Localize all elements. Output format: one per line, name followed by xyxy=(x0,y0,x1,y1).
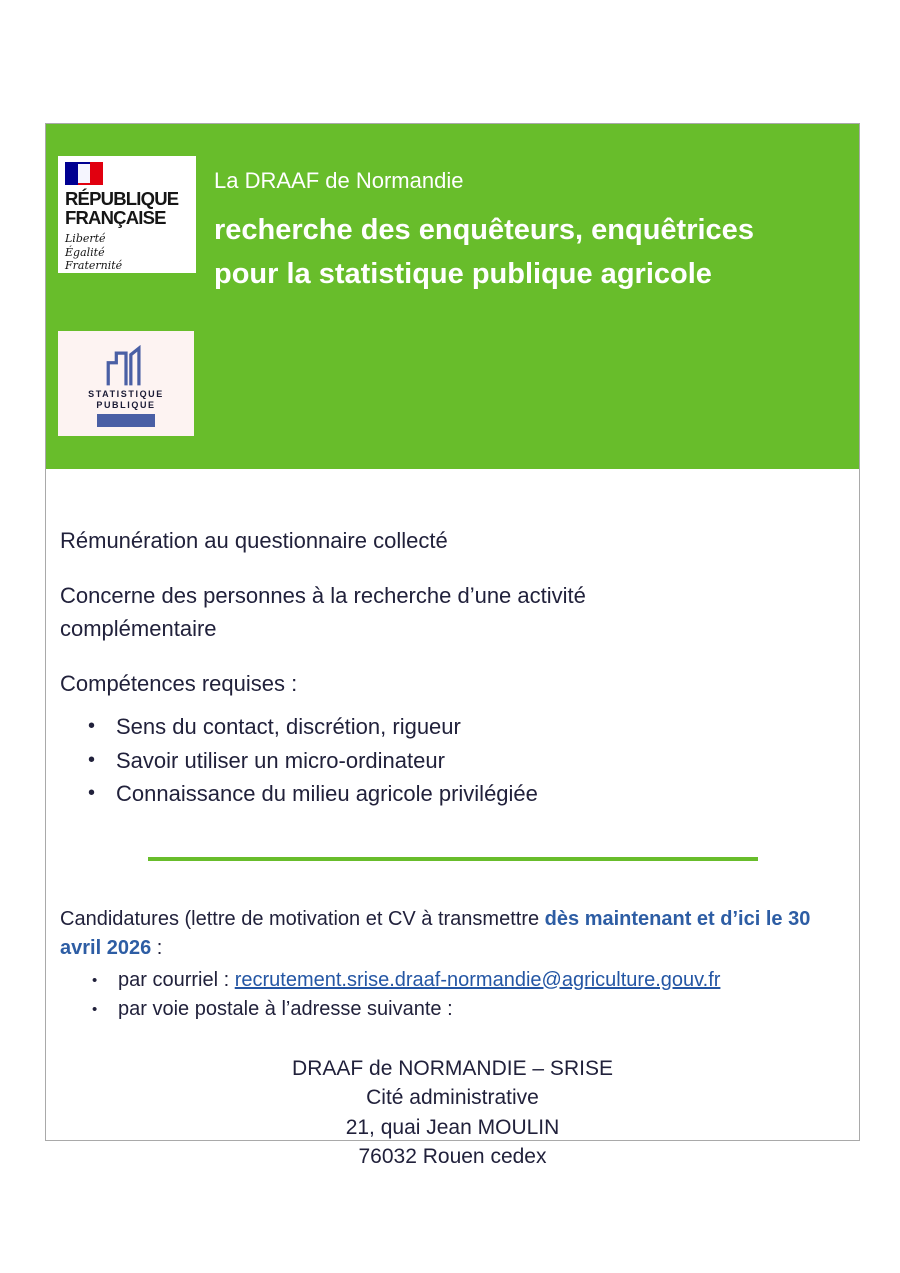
motto-egalite: Égalité xyxy=(65,245,105,259)
address-line2: Cité administrative xyxy=(366,1086,539,1109)
list-item-postale: • par voie postale à l’adresse suivante : xyxy=(92,995,845,1025)
republique-line1: RÉPUBLIQUE xyxy=(65,188,179,209)
courriel-label: par courriel : xyxy=(118,968,235,991)
address-line4: 76032 Rouen cedex xyxy=(358,1145,547,1168)
statistique-line2: PUBLIQUE xyxy=(96,399,156,410)
statistique-logo-text xyxy=(88,389,164,411)
headline-title xyxy=(214,208,844,296)
statistique-line1: STATISTIQUE xyxy=(88,388,164,399)
republique-logo-text xyxy=(65,189,190,227)
deadline-highlight: dès maintenant et d’ici le 30 avril 2026 xyxy=(60,907,811,959)
candidatures-prefix: Candidatures (lettre de motivation et CV à transmettre xyxy=(60,907,545,930)
french-flag-icon xyxy=(65,162,103,185)
motto-fraternite: Fraternité xyxy=(65,259,123,272)
recruitment-email-link[interactable]: recrutement.srise.draaf-normandie@agriculture.gouv.fr xyxy=(234,968,721,991)
headline-title-line2: pour la statistique publique agricole xyxy=(214,258,712,290)
flyer-card xyxy=(45,123,860,1168)
headline xyxy=(214,168,844,296)
flyer-body xyxy=(46,469,859,1172)
republique-motto xyxy=(65,232,190,273)
statistique-logo-bar xyxy=(97,414,155,427)
competences-heading: Compétences requises : xyxy=(60,671,298,696)
candidatures-paragraph xyxy=(60,905,845,964)
statistique-publique-logo xyxy=(58,331,194,436)
headline-intro: La DRAAF de Normandie xyxy=(214,168,464,193)
candidatures-list xyxy=(92,966,845,1025)
headline-title-line1: recherche des enquêteurs, enquêtrices xyxy=(214,214,754,246)
republique-line2: FRANÇAISE xyxy=(65,207,166,228)
header-banner xyxy=(46,124,859,469)
list-item-courriel xyxy=(92,966,845,996)
list-item: • Sens du contact, discrétion, rigueur xyxy=(88,710,845,744)
republique-francaise-logo xyxy=(58,156,196,273)
concerne-line: Concerne des personnes à la recherche d’une activité complémentaire xyxy=(60,583,586,641)
postal-address xyxy=(60,1054,845,1172)
list-item: • Savoir utiliser un micro-ordinateur xyxy=(88,744,845,778)
green-divider xyxy=(148,857,758,861)
competences-list xyxy=(88,710,845,811)
address-line3: 21, quai Jean MOULIN xyxy=(345,1115,560,1139)
candidatures-suffix: : xyxy=(151,937,163,959)
list-item: • Connaissance du milieu agricole privilégiée xyxy=(88,777,845,811)
address-line1: DRAAF de NORMANDIE – SRISE xyxy=(292,1056,613,1080)
statistique-buildings-icon xyxy=(100,345,152,387)
remuneration-line: Rémunération au questionnaire collecté xyxy=(60,528,448,553)
motto-liberte: Liberté xyxy=(65,232,106,245)
